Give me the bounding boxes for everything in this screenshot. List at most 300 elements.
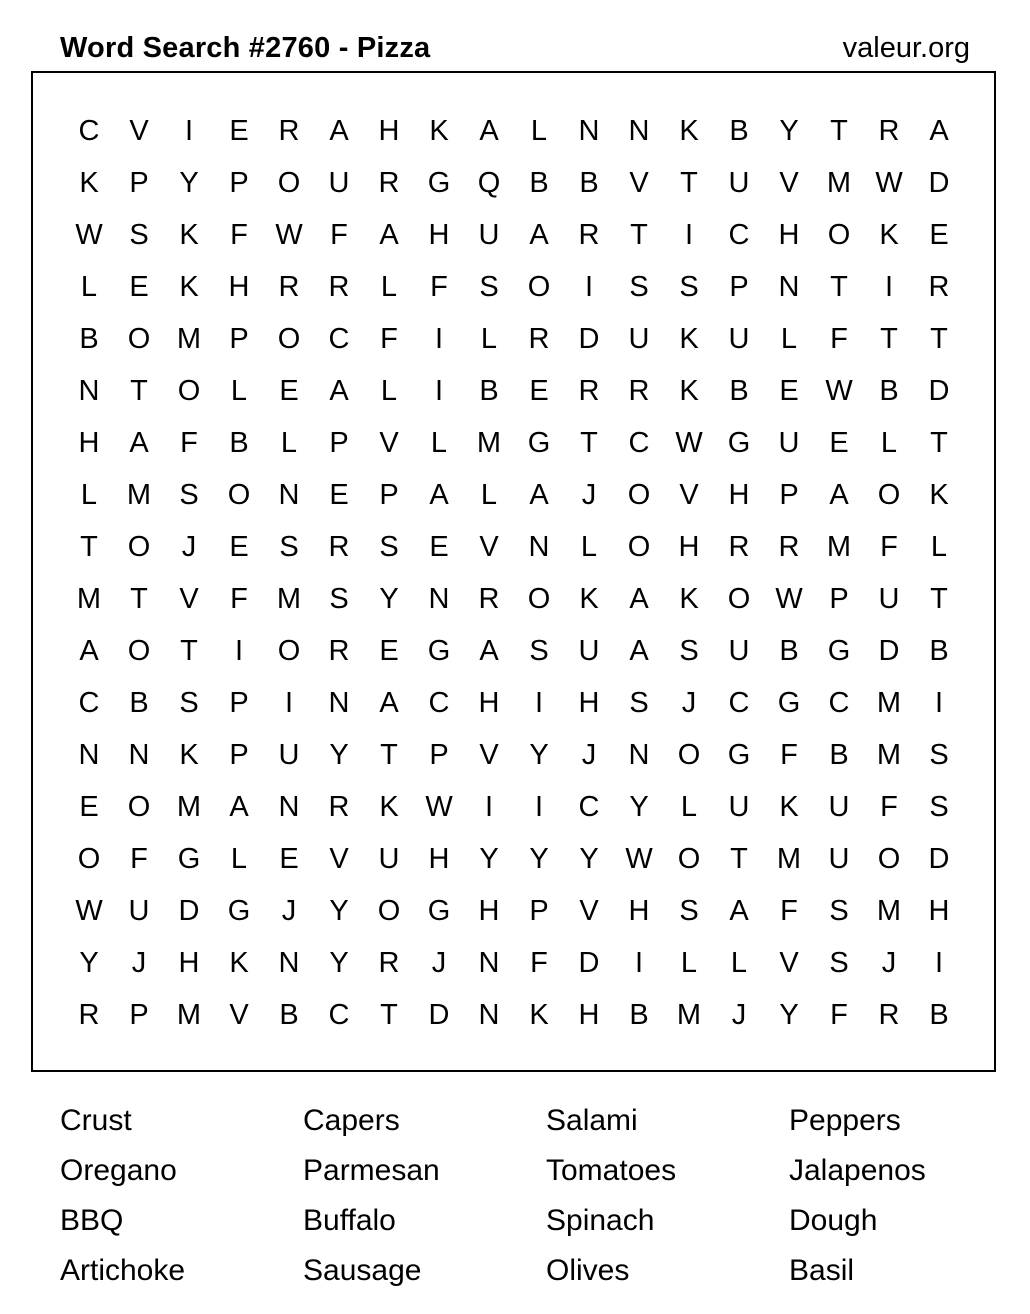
grid-letter[interactable]: J xyxy=(281,895,297,927)
grid-letter[interactable]: O xyxy=(127,791,151,823)
grid-letter[interactable]: B xyxy=(729,375,749,407)
grid-letter[interactable]: P xyxy=(229,739,249,771)
grid-letter[interactable]: P xyxy=(529,895,549,927)
grid-letter[interactable]: S xyxy=(279,531,299,563)
grid-letter[interactable]: R xyxy=(328,791,350,823)
grid-letter[interactable]: F xyxy=(880,531,898,563)
grid-letter[interactable]: B xyxy=(129,687,149,719)
grid-letter[interactable]: A xyxy=(529,479,549,511)
grid-letter[interactable]: O xyxy=(677,739,701,771)
grid-letter[interactable]: S xyxy=(679,635,699,667)
grid-letter[interactable]: V xyxy=(479,531,499,563)
grid-letter[interactable]: O xyxy=(527,583,551,615)
grid-letter[interactable]: T xyxy=(380,999,398,1031)
grid-letter[interactable]: R xyxy=(78,999,100,1031)
grid-letter[interactable]: Y xyxy=(79,947,99,979)
grid-letter[interactable]: A xyxy=(479,115,499,147)
grid-letter[interactable]: W xyxy=(75,219,103,251)
grid-letter[interactable]: R xyxy=(328,271,350,303)
grid-letter[interactable]: D xyxy=(578,323,600,355)
grid-letter[interactable]: M xyxy=(776,843,802,875)
grid-letter[interactable]: S xyxy=(679,271,699,303)
grid-letter[interactable]: D xyxy=(428,999,450,1031)
grid-letter[interactable]: F xyxy=(330,219,348,251)
grid-letter[interactable]: C xyxy=(728,219,750,251)
grid-letter[interactable]: H xyxy=(928,895,950,927)
grid-letter[interactable]: O xyxy=(677,843,701,875)
grid-letter[interactable]: V xyxy=(479,739,499,771)
grid-letter[interactable]: I xyxy=(534,791,544,823)
grid-letter[interactable]: O xyxy=(877,479,901,511)
grid-letter[interactable]: M xyxy=(476,427,502,459)
grid-letter[interactable]: E xyxy=(79,791,99,823)
grid-letter[interactable]: N xyxy=(478,947,500,979)
grid-letter[interactable]: K xyxy=(179,739,199,771)
grid-letter[interactable]: R xyxy=(628,375,650,407)
grid-letter[interactable]: V xyxy=(779,947,799,979)
grid-letter[interactable]: G xyxy=(427,895,451,927)
grid-letter[interactable]: A xyxy=(429,479,449,511)
grid-letter[interactable]: G xyxy=(827,635,851,667)
grid-letter[interactable]: V xyxy=(779,167,799,199)
grid-letter[interactable]: O xyxy=(127,635,151,667)
grid-letter[interactable]: Y xyxy=(529,739,549,771)
grid-letter[interactable]: S xyxy=(829,947,849,979)
grid-letter[interactable]: T xyxy=(580,427,598,459)
grid-letter[interactable]: T xyxy=(830,115,848,147)
grid-letter[interactable]: H xyxy=(178,947,200,979)
grid-letter[interactable]: B xyxy=(529,167,549,199)
grid-letter[interactable]: F xyxy=(530,947,548,979)
grid-letter[interactable]: M xyxy=(676,999,702,1031)
grid-letter[interactable]: U xyxy=(328,167,350,199)
grid-letter[interactable]: M xyxy=(876,687,902,719)
grid-letter[interactable]: S xyxy=(329,583,349,615)
grid-letter[interactable]: K xyxy=(679,115,699,147)
grid-letter[interactable]: L xyxy=(680,791,698,823)
grid-letter[interactable]: N xyxy=(278,947,300,979)
grid-letter[interactable]: I xyxy=(934,947,944,979)
grid-letter[interactable]: H xyxy=(428,843,450,875)
grid-letter[interactable]: M xyxy=(76,583,102,615)
grid-letter[interactable]: F xyxy=(180,427,198,459)
grid-letter[interactable]: P xyxy=(379,479,399,511)
grid-letter[interactable]: E xyxy=(829,427,849,459)
grid-letter[interactable]: A xyxy=(829,479,849,511)
grid-letter[interactable]: Y xyxy=(479,843,499,875)
grid-letter[interactable]: S xyxy=(129,219,149,251)
grid-letter[interactable]: I xyxy=(284,687,294,719)
grid-letter[interactable]: N xyxy=(128,739,150,771)
grid-letter[interactable]: L xyxy=(80,271,98,303)
grid-letter[interactable]: S xyxy=(379,531,399,563)
grid-letter[interactable]: A xyxy=(379,219,399,251)
grid-letter[interactable]: U xyxy=(828,791,850,823)
grid-letter[interactable]: D xyxy=(578,947,600,979)
grid-letter[interactable]: I xyxy=(184,115,194,147)
grid-letter[interactable]: B xyxy=(579,167,599,199)
grid-letter[interactable]: P xyxy=(829,583,849,615)
grid-letter[interactable]: K xyxy=(879,219,899,251)
grid-letter[interactable]: N xyxy=(78,375,100,407)
grid-letter[interactable]: N xyxy=(328,687,350,719)
grid-letter[interactable]: T xyxy=(180,635,198,667)
grid-letter[interactable]: L xyxy=(930,531,948,563)
grid-letter[interactable]: C xyxy=(728,687,750,719)
grid-letter[interactable]: E xyxy=(929,219,949,251)
grid-letter[interactable]: P xyxy=(229,323,249,355)
grid-letter[interactable]: K xyxy=(679,583,699,615)
grid-letter[interactable]: F xyxy=(380,323,398,355)
grid-letter[interactable]: R xyxy=(528,323,550,355)
grid-letter[interactable]: S xyxy=(179,687,199,719)
grid-letter[interactable]: I xyxy=(234,635,244,667)
grid-letter[interactable]: K xyxy=(179,271,199,303)
grid-letter[interactable]: I xyxy=(584,271,594,303)
grid-letter[interactable]: R xyxy=(378,947,400,979)
grid-letter[interactable]: F xyxy=(130,843,148,875)
grid-letter[interactable]: R xyxy=(278,115,300,147)
grid-letter[interactable]: L xyxy=(230,843,248,875)
grid-letter[interactable]: R xyxy=(328,531,350,563)
grid-letter[interactable]: L xyxy=(530,115,548,147)
grid-letter[interactable]: U xyxy=(128,895,150,927)
grid-letter[interactable]: L xyxy=(680,947,698,979)
grid-letter[interactable]: W xyxy=(875,167,903,199)
grid-letter[interactable]: T xyxy=(380,739,398,771)
grid-letter[interactable]: O xyxy=(127,531,151,563)
grid-letter[interactable]: V xyxy=(679,479,699,511)
grid-letter[interactable]: L xyxy=(880,427,898,459)
grid-letter[interactable]: R xyxy=(278,271,300,303)
grid-letter[interactable]: O xyxy=(627,531,651,563)
grid-letter[interactable]: P xyxy=(779,479,799,511)
grid-letter[interactable]: F xyxy=(780,895,798,927)
grid-letter[interactable]: O xyxy=(827,219,851,251)
grid-letter[interactable]: I xyxy=(484,791,494,823)
grid-letter[interactable]: U xyxy=(578,635,600,667)
grid-letter[interactable]: W xyxy=(425,791,453,823)
grid-letter[interactable]: N xyxy=(278,479,300,511)
grid-letter[interactable]: M xyxy=(876,739,902,771)
grid-letter[interactable]: U xyxy=(728,791,750,823)
grid-letter[interactable]: C xyxy=(628,427,650,459)
grid-letter[interactable]: S xyxy=(179,479,199,511)
grid-letter[interactable]: H xyxy=(478,895,500,927)
grid-letter[interactable]: H xyxy=(628,895,650,927)
grid-letter[interactable]: E xyxy=(229,115,249,147)
grid-letter[interactable]: H xyxy=(778,219,800,251)
grid-letter[interactable]: S xyxy=(929,739,949,771)
grid-letter[interactable]: S xyxy=(829,895,849,927)
grid-letter[interactable]: J xyxy=(581,479,597,511)
grid-letter[interactable]: D xyxy=(928,843,950,875)
grid-letter[interactable]: U xyxy=(878,583,900,615)
grid-letter[interactable]: G xyxy=(727,427,751,459)
grid-letter[interactable]: Y xyxy=(379,583,399,615)
grid-letter[interactable]: G xyxy=(427,167,451,199)
grid-letter[interactable]: V xyxy=(179,583,199,615)
grid-letter[interactable]: K xyxy=(429,115,449,147)
grid-letter[interactable]: K xyxy=(779,791,799,823)
grid-letter[interactable]: N xyxy=(528,531,550,563)
grid-letter[interactable]: H xyxy=(478,687,500,719)
grid-letter[interactable]: M xyxy=(126,479,152,511)
grid-letter[interactable]: F xyxy=(230,219,248,251)
grid-letter[interactable]: S xyxy=(629,687,649,719)
grid-letter[interactable]: K xyxy=(379,791,399,823)
grid-letter[interactable]: J xyxy=(581,739,597,771)
grid-letter[interactable]: R xyxy=(928,271,950,303)
grid-letter[interactable]: C xyxy=(78,687,100,719)
grid-letter[interactable]: A xyxy=(629,635,649,667)
grid-letter[interactable]: D xyxy=(928,375,950,407)
grid-letter[interactable]: Y xyxy=(529,843,549,875)
grid-letter[interactable]: N xyxy=(278,791,300,823)
grid-letter[interactable]: P xyxy=(429,739,449,771)
grid-letter[interactable]: W xyxy=(275,219,303,251)
grid-letter[interactable]: F xyxy=(830,999,848,1031)
grid-letter[interactable]: B xyxy=(829,739,849,771)
grid-letter[interactable]: A xyxy=(79,635,99,667)
grid-letter[interactable]: G xyxy=(727,739,751,771)
grid-letter[interactable]: C xyxy=(828,687,850,719)
grid-letter[interactable]: B xyxy=(879,375,899,407)
grid-letter[interactable]: R xyxy=(578,375,600,407)
grid-letter[interactable]: U xyxy=(378,843,400,875)
grid-letter[interactable]: L xyxy=(430,427,448,459)
grid-letter[interactable]: D xyxy=(928,167,950,199)
grid-letter[interactable]: H xyxy=(578,999,600,1031)
grid-letter[interactable]: A xyxy=(129,427,149,459)
grid-letter[interactable]: E xyxy=(229,531,249,563)
grid-letter[interactable]: P xyxy=(729,271,749,303)
grid-letter[interactable]: A xyxy=(329,375,349,407)
grid-letter[interactable]: T xyxy=(880,323,898,355)
grid-letter[interactable]: R xyxy=(878,999,900,1031)
grid-letter[interactable]: K xyxy=(79,167,99,199)
grid-letter[interactable]: J xyxy=(431,947,447,979)
grid-letter[interactable]: V xyxy=(329,843,349,875)
grid-letter[interactable]: R xyxy=(728,531,750,563)
grid-letter[interactable]: W xyxy=(75,895,103,927)
grid-letter[interactable]: L xyxy=(380,271,398,303)
grid-letter[interactable]: O xyxy=(227,479,251,511)
grid-letter[interactable]: L xyxy=(480,479,498,511)
grid-letter[interactable]: T xyxy=(130,375,148,407)
grid-letter[interactable]: N xyxy=(78,739,100,771)
grid-letter[interactable]: Y xyxy=(329,895,349,927)
grid-letter[interactable]: I xyxy=(534,687,544,719)
grid-letter[interactable]: G xyxy=(527,427,551,459)
grid-letter[interactable]: L xyxy=(730,947,748,979)
grid-letter[interactable]: E xyxy=(279,375,299,407)
grid-letter[interactable]: A xyxy=(379,687,399,719)
grid-letter[interactable]: M xyxy=(876,895,902,927)
grid-letter[interactable]: T xyxy=(930,583,948,615)
grid-letter[interactable]: B xyxy=(79,323,99,355)
grid-letter[interactable]: P xyxy=(129,167,149,199)
grid-letter[interactable]: R xyxy=(328,635,350,667)
grid-letter[interactable]: H xyxy=(378,115,400,147)
grid-letter[interactable]: V xyxy=(579,895,599,927)
grid-letter[interactable]: Q xyxy=(477,167,501,199)
grid-letter[interactable]: K xyxy=(179,219,199,251)
grid-letter[interactable]: I xyxy=(434,323,444,355)
grid-letter[interactable]: U xyxy=(278,739,300,771)
grid-letter[interactable]: B xyxy=(629,999,649,1031)
grid-letter[interactable]: G xyxy=(227,895,251,927)
grid-letter[interactable]: O xyxy=(127,323,151,355)
grid-letter[interactable]: J xyxy=(131,947,147,979)
grid-letter[interactable]: E xyxy=(129,271,149,303)
grid-letter[interactable]: S xyxy=(529,635,549,667)
grid-letter[interactable]: Y xyxy=(179,167,199,199)
grid-letter[interactable]: A xyxy=(229,791,249,823)
grid-letter[interactable]: O xyxy=(527,271,551,303)
grid-letter[interactable]: N xyxy=(478,999,500,1031)
grid-letter[interactable]: L xyxy=(580,531,598,563)
grid-letter[interactable]: H xyxy=(578,687,600,719)
grid-letter[interactable]: D xyxy=(178,895,200,927)
grid-letter[interactable]: J xyxy=(181,531,197,563)
grid-letter[interactable]: Y xyxy=(329,739,349,771)
grid-letter[interactable]: E xyxy=(329,479,349,511)
grid-letter[interactable]: M xyxy=(826,531,852,563)
grid-letter[interactable]: T xyxy=(930,323,948,355)
grid-letter[interactable]: S xyxy=(929,791,949,823)
grid-letter[interactable]: P xyxy=(229,167,249,199)
grid-letter[interactable]: K xyxy=(529,999,549,1031)
grid-letter[interactable]: E xyxy=(779,375,799,407)
grid-letter[interactable]: A xyxy=(329,115,349,147)
grid-letter[interactable]: N xyxy=(628,739,650,771)
grid-letter[interactable]: O xyxy=(377,895,401,927)
grid-letter[interactable]: R xyxy=(478,583,500,615)
grid-letter[interactable]: W xyxy=(625,843,653,875)
grid-letter[interactable]: I xyxy=(684,219,694,251)
grid-letter[interactable]: B xyxy=(929,999,949,1031)
grid-letter[interactable]: U xyxy=(478,219,500,251)
grid-letter[interactable]: S xyxy=(629,271,649,303)
grid-letter[interactable]: Y xyxy=(629,791,649,823)
grid-letter[interactable]: S xyxy=(679,895,699,927)
grid-letter[interactable]: F xyxy=(430,271,448,303)
grid-letter[interactable]: O xyxy=(727,583,751,615)
grid-letter[interactable]: R xyxy=(378,167,400,199)
grid-letter[interactable]: F xyxy=(880,791,898,823)
grid-letter[interactable]: U xyxy=(628,323,650,355)
grid-letter[interactable]: I xyxy=(434,375,444,407)
grid-letter[interactable]: T xyxy=(930,427,948,459)
grid-letter[interactable]: A xyxy=(529,219,549,251)
grid-letter[interactable]: B xyxy=(729,115,749,147)
grid-letter[interactable]: W xyxy=(675,427,703,459)
grid-letter[interactable]: L xyxy=(230,375,248,407)
grid-letter[interactable]: U xyxy=(778,427,800,459)
grid-letter[interactable]: B xyxy=(229,427,249,459)
grid-letter[interactable]: C xyxy=(78,115,100,147)
grid-letter[interactable]: G xyxy=(427,635,451,667)
grid-letter[interactable]: L xyxy=(480,323,498,355)
grid-letter[interactable]: R xyxy=(578,219,600,251)
grid-letter[interactable]: O xyxy=(277,635,301,667)
grid-letter[interactable]: Y xyxy=(779,999,799,1031)
grid-letter[interactable]: T xyxy=(680,167,698,199)
grid-letter[interactable]: M xyxy=(176,791,202,823)
grid-letter[interactable]: E xyxy=(379,635,399,667)
grid-letter[interactable]: N xyxy=(578,115,600,147)
grid-letter[interactable]: A xyxy=(479,635,499,667)
grid-letter[interactable]: A xyxy=(729,895,749,927)
grid-letter[interactable]: G xyxy=(177,843,201,875)
grid-letter[interactable]: C xyxy=(428,687,450,719)
grid-letter[interactable]: R xyxy=(778,531,800,563)
grid-letter[interactable]: O xyxy=(277,323,301,355)
grid-letter[interactable]: O xyxy=(177,375,201,407)
grid-letter[interactable]: H xyxy=(78,427,100,459)
grid-letter[interactable]: T xyxy=(730,843,748,875)
grid-letter[interactable]: U xyxy=(828,843,850,875)
grid-letter[interactable]: M xyxy=(276,583,302,615)
grid-letter[interactable]: B xyxy=(479,375,499,407)
grid-letter[interactable]: O xyxy=(277,167,301,199)
grid-letter[interactable]: Y xyxy=(579,843,599,875)
grid-letter[interactable]: O xyxy=(877,843,901,875)
grid-letter[interactable]: E xyxy=(279,843,299,875)
grid-letter[interactable]: K xyxy=(679,323,699,355)
grid-letter[interactable]: M xyxy=(176,999,202,1031)
grid-letter[interactable]: T xyxy=(830,271,848,303)
grid-letter[interactable]: U xyxy=(728,635,750,667)
grid-letter[interactable]: I xyxy=(884,271,894,303)
grid-letter[interactable]: L xyxy=(80,479,98,511)
grid-letter[interactable]: B xyxy=(779,635,799,667)
grid-letter[interactable]: T xyxy=(130,583,148,615)
grid-letter[interactable]: K xyxy=(679,375,699,407)
grid-letter[interactable]: T xyxy=(630,219,648,251)
grid-letter[interactable]: O xyxy=(77,843,101,875)
grid-letter[interactable]: V xyxy=(629,167,649,199)
grid-letter[interactable]: P xyxy=(129,999,149,1031)
grid-letter[interactable]: Y xyxy=(779,115,799,147)
grid-letter[interactable]: H xyxy=(428,219,450,251)
grid-letter[interactable]: K xyxy=(579,583,599,615)
grid-letter[interactable]: K xyxy=(929,479,949,511)
grid-letter[interactable]: A xyxy=(629,583,649,615)
grid-letter[interactable]: L xyxy=(380,375,398,407)
grid-letter[interactable]: T xyxy=(80,531,98,563)
grid-letter[interactable]: H xyxy=(678,531,700,563)
grid-letter[interactable]: U xyxy=(728,323,750,355)
grid-letter[interactable]: O xyxy=(627,479,651,511)
grid-letter[interactable]: B xyxy=(929,635,949,667)
grid-letter[interactable]: R xyxy=(878,115,900,147)
grid-letter[interactable]: Y xyxy=(329,947,349,979)
grid-letter[interactable]: J xyxy=(731,999,747,1031)
grid-letter[interactable]: N xyxy=(428,583,450,615)
grid-letter[interactable]: V xyxy=(379,427,399,459)
grid-letter[interactable]: H xyxy=(728,479,750,511)
grid-letter[interactable]: G xyxy=(777,687,801,719)
grid-letter[interactable]: D xyxy=(878,635,900,667)
grid-letter[interactable]: I xyxy=(934,687,944,719)
grid-letter[interactable]: L xyxy=(780,323,798,355)
grid-letter[interactable]: V xyxy=(129,115,149,147)
grid-letter[interactable]: B xyxy=(279,999,299,1031)
grid-letter[interactable]: F xyxy=(230,583,248,615)
grid-letter[interactable]: E xyxy=(429,531,449,563)
